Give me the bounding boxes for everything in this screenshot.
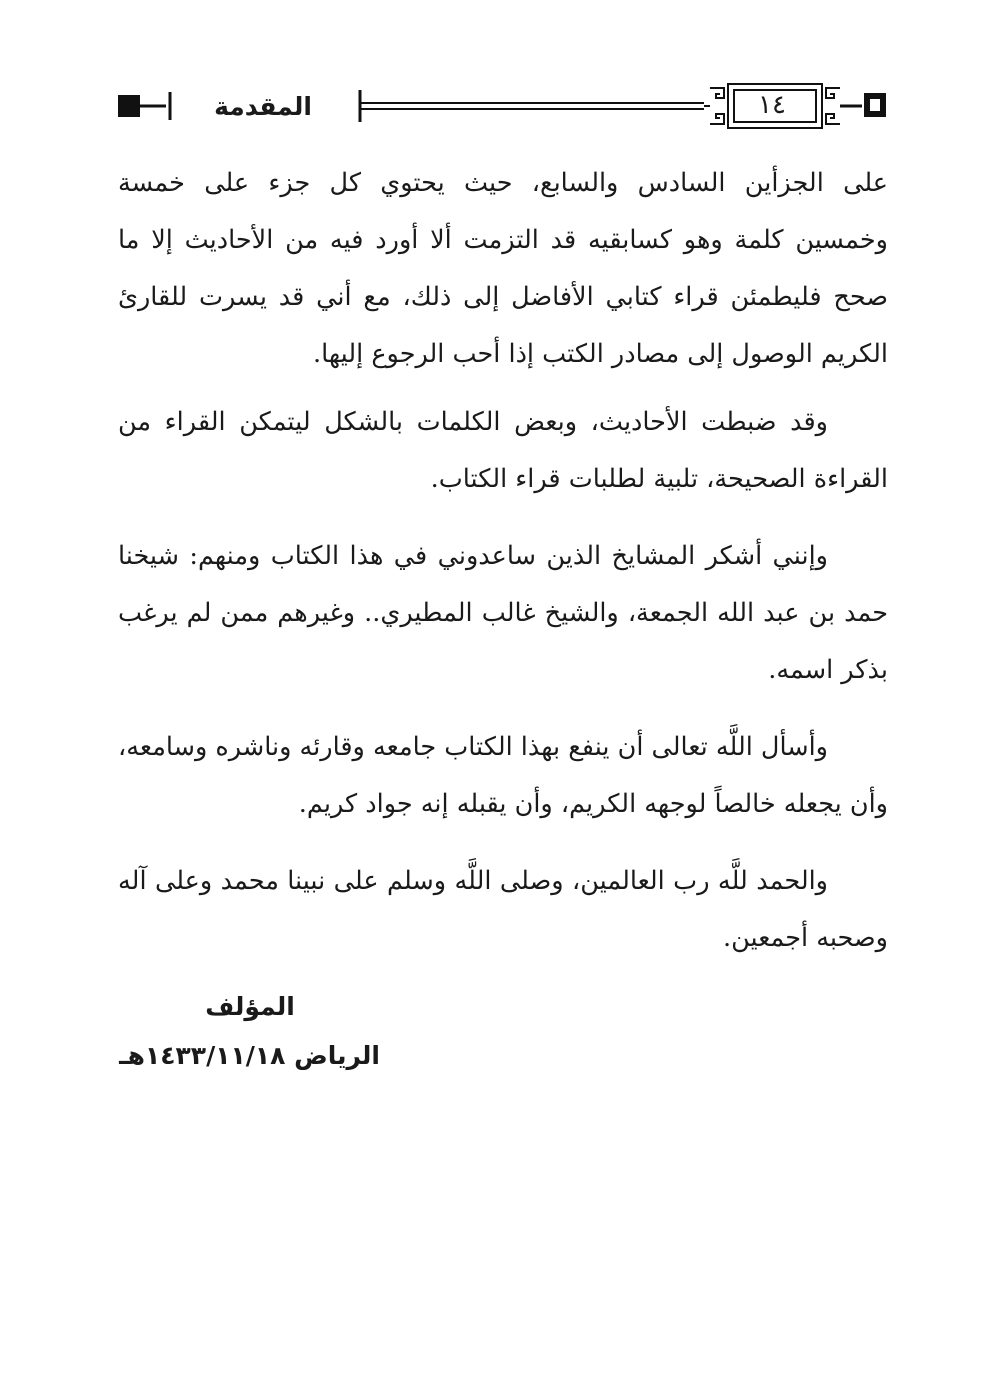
left-square-ornament xyxy=(118,95,140,117)
paragraph: وأسأل اللَّه تعالى أن ينفع بهذا الكتاب جامعه وقارئه وناشره وسامعه، وأن يجعله خالصاً لوجهه الكريم، وأن يقبله إنه جواد كريم. xyxy=(118,732,888,819)
body-text xyxy=(118,155,888,967)
paragraph: وقد ضبطت الأحاديث، وبعض الكلمات بالشكل ليتمكن القراء من القراءة الصحيحة، تلبية لطلبات قراء الكتاب. xyxy=(118,407,888,494)
author-signature: المؤلف xyxy=(205,992,295,1021)
place-and-date: الرياض ١٤٣٣/١١/١٨هـ xyxy=(119,1041,380,1070)
page-number: ١٤ xyxy=(758,90,786,120)
paragraph: والحمد للَّه رب العالمين، وصلى اللَّه وسلم على نبينا محمد وعلى آله وصحبه أجمعين. xyxy=(118,866,888,953)
running-header-title: المقدمة xyxy=(214,91,312,121)
paragraph: على الجزأين السادس والسابع، حيث يحتوي كل جزء على خمسة وخمسين كلمة وهو كسابقيه قد التزمت ألا أورد فيه من الأحاديث إلا ما صحح فليطمئن قراء كتابي الأفاضل إلى ذلك، مع أني قد يسرت للقارئ الكريم الوصول إلى مصادر الكتب إذا أحب الرجوع إليها. xyxy=(118,168,888,369)
paragraph: وإنني أشكر المشايخ الذين ساعدوني في هذا الكتاب ومنهم: شيخنا حمد بن عبد الله الجمعة، والشيخ غالب المطيري.. وغيرهم ممن لم يرغب بذكر اسمه. xyxy=(118,541,888,685)
